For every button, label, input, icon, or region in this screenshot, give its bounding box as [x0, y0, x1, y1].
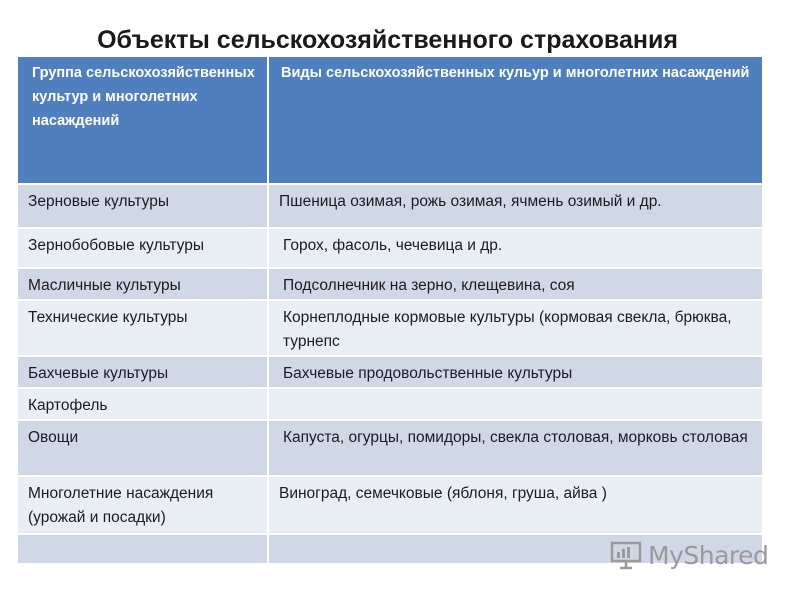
- myshared-watermark: [610, 537, 770, 573]
- group-cell: Многолетние насаждения (урожай и посадки): [18, 476, 268, 534]
- types-cell: Пшеница озимая, рожь озимая, ячмень озимый и др.: [268, 184, 762, 228]
- table-row: [18, 476, 762, 534]
- header-types: Виды сельскохозяйственных кульур и многолетних насаждений: [268, 57, 762, 184]
- types-cell: Подсолнечник на зерно, клещевина, соя: [268, 268, 762, 300]
- types-cell: Капуста, огурцы, помидоры, свекла столовая, морковь столовая: [268, 420, 762, 476]
- insurance-objects-table: [18, 57, 762, 565]
- table-header-row: [18, 57, 762, 184]
- group-cell: Технические культуры: [18, 300, 268, 356]
- types-cell: Виноград, семечковые (яблоня, груша, айва ): [268, 476, 762, 534]
- group-cell: Овощи: [18, 420, 268, 476]
- types-cell: Бахчевые продовольственные культуры: [268, 356, 762, 388]
- group-cell: Бахчевые культуры: [18, 356, 268, 388]
- header-group: Группа сельскохозяйственных культур и многолетних насаждений: [18, 57, 268, 184]
- table-row: [18, 184, 762, 228]
- table-row: [18, 388, 762, 420]
- group-cell: [18, 534, 268, 564]
- types-cell: Горох, фасоль, чечевица и др.: [268, 228, 762, 268]
- group-cell: Масличные культуры: [18, 268, 268, 300]
- presentation-board-icon: [610, 540, 642, 570]
- types-cell: [268, 388, 762, 420]
- table-row: [18, 300, 762, 356]
- table-row: [18, 228, 762, 268]
- group-cell: Картофель: [18, 388, 268, 420]
- slide-title: Объекты сельскохозяйственного страхования: [97, 26, 678, 54]
- group-cell: Зерновые культуры: [18, 184, 268, 228]
- group-cell: Зернобобовые культуры: [18, 228, 268, 268]
- watermark-text: MyShared: [648, 540, 769, 570]
- types-cell: Корнеплодные кормовые культуры (кормовая свекла, брюква, турнепс: [268, 300, 762, 356]
- table-row: [18, 268, 762, 300]
- table-row: [18, 420, 762, 476]
- table-row: [18, 356, 762, 388]
